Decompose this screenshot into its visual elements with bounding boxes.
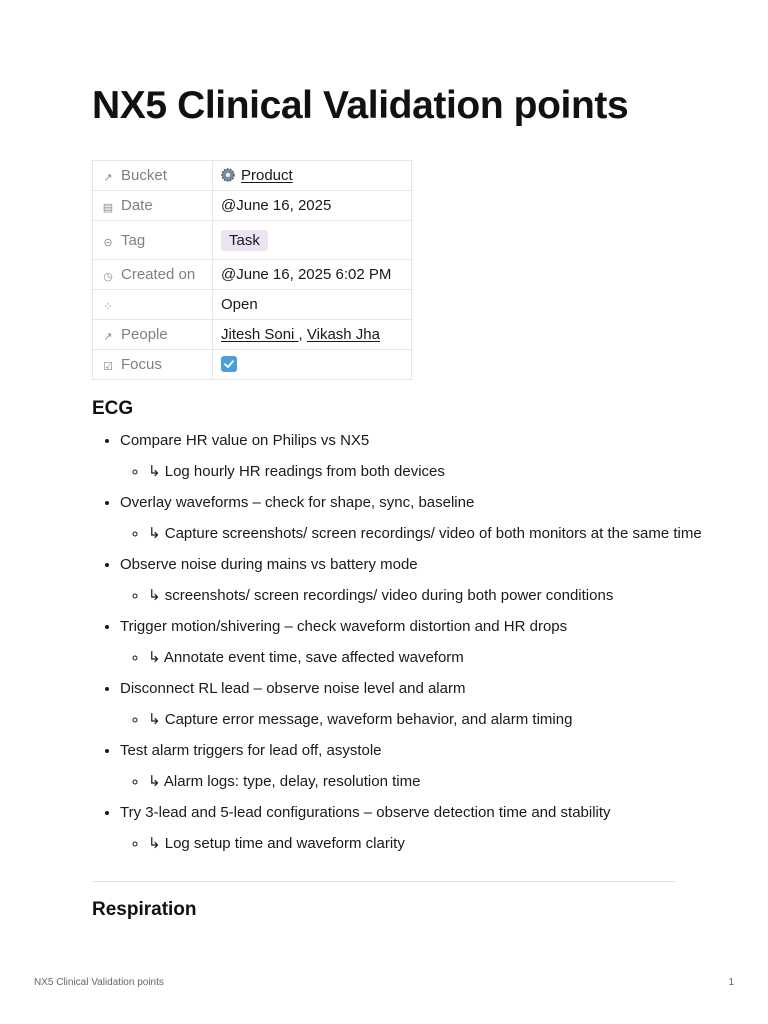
person-link[interactable]: Vikash Jha bbox=[306, 326, 380, 343]
property-row-people bbox=[93, 320, 412, 350]
property-key-date bbox=[93, 191, 213, 221]
checkbox-icon: ☑ bbox=[103, 361, 113, 373]
property-row-status bbox=[93, 290, 412, 320]
property-value-people bbox=[213, 320, 412, 350]
list-item: • Disconnect RL lead – observe noise level and alarm ◦ ↳ Capture error message, waveform behavior, and alarm timing bbox=[120, 678, 710, 731]
section-heading-respiration: Respiration bbox=[92, 899, 197, 920]
property-row-bucket bbox=[93, 161, 412, 191]
ecg-checklist bbox=[92, 430, 710, 864]
properties-table bbox=[92, 160, 412, 380]
property-key-tag bbox=[93, 221, 213, 260]
person-link[interactable]: Jitesh Soni bbox=[221, 326, 299, 343]
section-heading-ecg: ECG bbox=[92, 398, 134, 419]
property-value-bucket bbox=[213, 161, 412, 191]
clock-icon: ◷ bbox=[103, 271, 113, 283]
property-value-date[interactable]: @June 16, 2025 bbox=[213, 191, 412, 221]
divider bbox=[92, 881, 676, 882]
page-title: NX5 Clinical Validation points bbox=[92, 84, 629, 127]
property-value-tag bbox=[213, 221, 412, 260]
checkmark-icon bbox=[221, 356, 237, 372]
calendar-icon: ▤ bbox=[102, 202, 114, 214]
loading-spinner-icon: ⁘ bbox=[103, 301, 113, 313]
property-label: Bucket bbox=[121, 167, 167, 184]
gear-icon bbox=[221, 168, 235, 182]
property-label: People bbox=[121, 326, 168, 343]
tag-chip[interactable]: Task bbox=[221, 230, 268, 251]
property-row-tag bbox=[93, 221, 412, 260]
property-key-people bbox=[93, 320, 213, 350]
tag-icon: ⊝ bbox=[103, 236, 113, 249]
arrow-up-right-icon: ↗ bbox=[103, 172, 113, 184]
property-label: Created on bbox=[121, 266, 196, 283]
property-key-bucket bbox=[93, 161, 213, 191]
list-item: • Overlay waveforms – check for shape, sync, baseline ◦ ↳ Capture screenshots/ screen recordings/ video of both monitors at the same time bbox=[120, 492, 710, 545]
people-separator: , bbox=[298, 326, 307, 343]
property-row-date bbox=[93, 191, 412, 221]
sub-list-item: ◦ ↳ Annotate event time, save affected waveform bbox=[148, 647, 710, 669]
arrow-up-right-icon: ↗ bbox=[103, 331, 113, 343]
property-value-created-on: @June 16, 2025 6:02 PM bbox=[213, 260, 412, 290]
focus-checkbox[interactable] bbox=[221, 356, 237, 372]
sub-list-item: ◦ ↳ Capture error message, waveform behavior, and alarm timing bbox=[148, 709, 710, 731]
sub-list-item: ◦ ↳ screenshots/ screen recordings/ video during both power conditions bbox=[148, 585, 710, 607]
sub-list-item: ◦ ↳ Capture screenshots/ screen recordings/ video of both monitors at the same time bbox=[148, 523, 710, 545]
property-key-status bbox=[93, 290, 213, 320]
property-value-status[interactable]: Open bbox=[213, 290, 412, 320]
footer-title: NX5 Clinical Validation points bbox=[34, 977, 164, 988]
list-item: • Trigger motion/shivering – check waveform distortion and HR drops ◦ ↳ Annotate event time, save affected waveform bbox=[120, 616, 710, 669]
sub-list-item: ◦ ↳ Log hourly HR readings from both devices bbox=[148, 461, 710, 483]
property-label: Date bbox=[121, 197, 153, 214]
list-item: • Test alarm triggers for lead off, asystole ◦ ↳ Alarm logs: type, delay, resolution time bbox=[120, 740, 710, 793]
property-key-created-on bbox=[93, 260, 213, 290]
bucket-link[interactable]: Product bbox=[241, 167, 293, 184]
property-label: Focus bbox=[121, 356, 162, 373]
list-item: • Try 3-lead and 5-lead configurations – observe detection time and stability ◦ ↳ Log setup time and waveform clarity bbox=[120, 802, 710, 855]
list-item: • Compare HR value on Philips vs NX5 ◦ ↳ Log hourly HR readings from both devices bbox=[120, 430, 710, 483]
property-key-focus bbox=[93, 350, 213, 380]
property-row-focus bbox=[93, 350, 412, 380]
property-value-focus bbox=[213, 350, 412, 380]
property-label: Tag bbox=[121, 231, 146, 249]
sub-list-item: ◦ ↳ Alarm logs: type, delay, resolution time bbox=[148, 771, 710, 793]
sub-list-item: ◦ ↳ Log setup time and waveform clarity bbox=[148, 833, 710, 855]
property-row-created-on bbox=[93, 260, 412, 290]
page-number: 1 bbox=[728, 977, 734, 988]
list-item: • Observe noise during mains vs battery mode ◦ ↳ screenshots/ screen recordings/ video during both power conditions bbox=[120, 554, 710, 607]
